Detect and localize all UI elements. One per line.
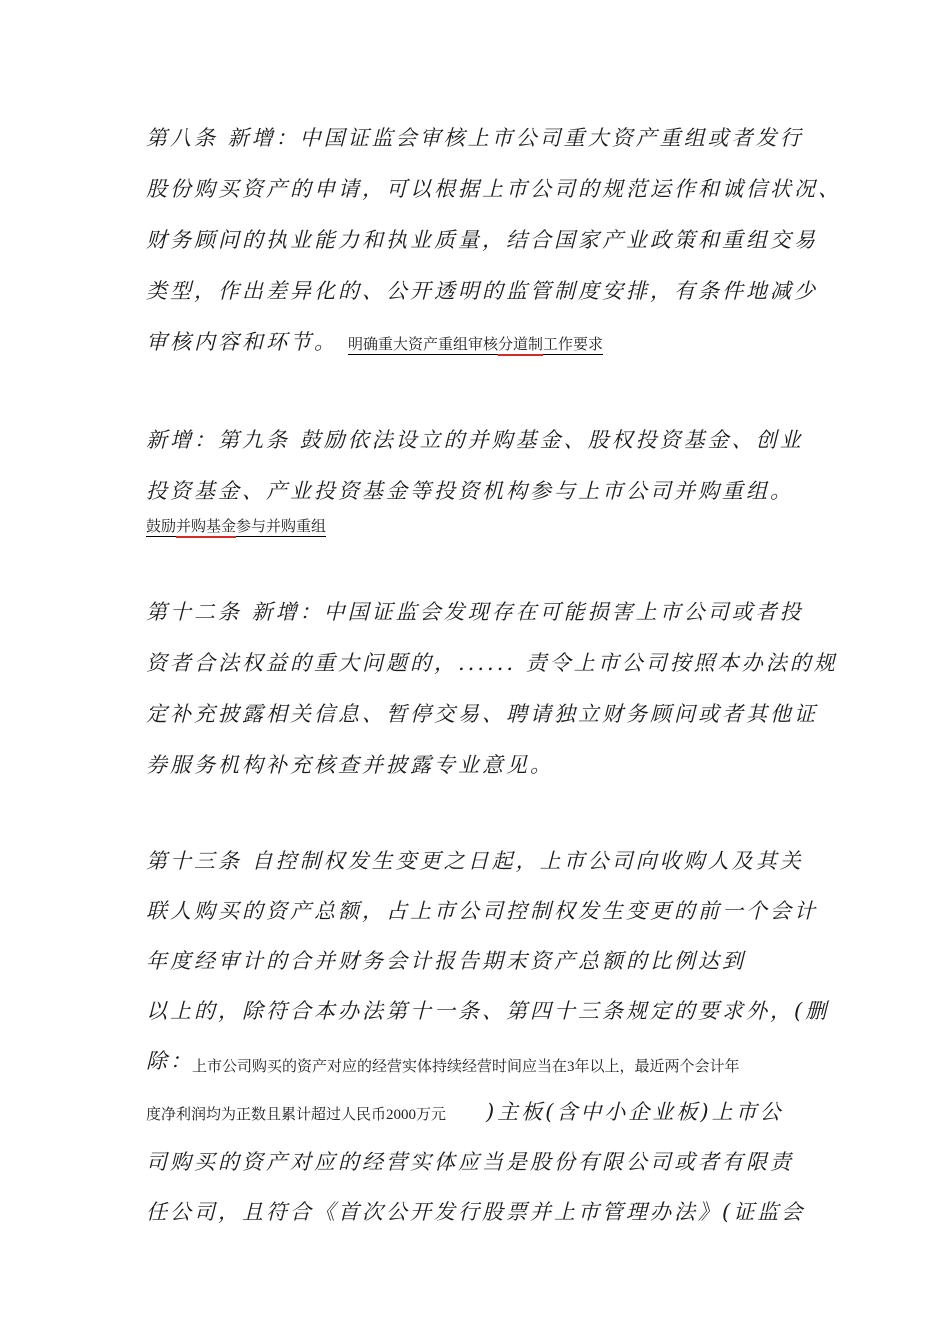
art13-deleted-text-1: 上市公司购买的资产对应的经营实体持续经营时间应当在3年以上，最近两个会计年 [192,1059,740,1075]
art8-line-4: 类型，作出差异化的、公开透明的监管制度安排，有条件地减少 [146,279,818,303]
art8-annotation [348,333,603,354]
art13-line-1: 第十三条 自控制权发生变更之日起，上市公司向收购人及其关 [146,849,804,873]
art12-line-1: 第十二条 新增：中国证监会发现存在可能损害上市公司或者投 [146,600,804,624]
art8-line-5: 审核内容和环节。 [146,330,338,354]
art13-line-4: 以上的，除符合本办法第十一条、第四十三条规定的要求外，(删 [146,999,830,1023]
art8-line-1: 第八条 新增：中国证监会审核上市公司重大资产重组或者发行 [146,126,804,150]
art8-annotation-highlight: 分道制 [498,337,543,356]
art9-line-1: 新增：第九条 鼓励依法设立的并购基金、股权投资基金、创业 [146,428,804,452]
art13-line-3: 年度经审计的合并财务会计报告期末资产总额的比例达到 [146,949,746,973]
art13-deleted-text-2: 度净利润均为正数且累计超过人民币2000万元 [146,1107,447,1123]
art13-line-8: 任公司，且符合《首次公开发行股票并上市管理办法》(证监会 [146,1200,806,1224]
art8-annotation-part1: 明确重大资产重组审核 [348,337,499,353]
art13-line-6-handwritten: )主板(含中小企业板)上市公 [486,1100,784,1124]
art12-line-3: 定补充披露相关信息、暂停交易、聘请独立财务顾问或者其他证 [146,702,818,726]
art12-line-4: 券服务机构补充核查并披露专业意见。 [146,753,554,777]
art9-annotation-part1: 鼓励 [146,519,177,535]
art8-annotation-part3: 工作要求 [543,337,604,353]
art12-line-2: 资者合法权益的重大问题的，...... 责令上市公司按照本办法的规 [146,651,838,675]
art13-line-5-handwritten: 除： [146,1049,194,1073]
art13-line-2: 联人购买的资产总额，占上市公司控制权发生变更的前一个会计 [146,899,818,923]
art8-line-2: 股份购买资产的申请，可以根据上市公司的规范运作和诚信状况、 [146,177,842,201]
art9-annotation-highlight: 并购基金 [176,519,236,538]
art9-annotation-part3: 参与并购重组 [236,519,327,535]
art8-line-3: 财务顾问的执业能力和执业质量，结合国家产业政策和重组交易 [146,228,818,252]
art9-line-2: 投资基金、产业投资基金等投资机构参与上市公司并购重组。 [146,479,794,503]
art13-line-7: 司购买的资产对应的经营实体应当是股份有限公司或者有限责 [146,1150,794,1174]
art9-annotation [146,515,326,536]
